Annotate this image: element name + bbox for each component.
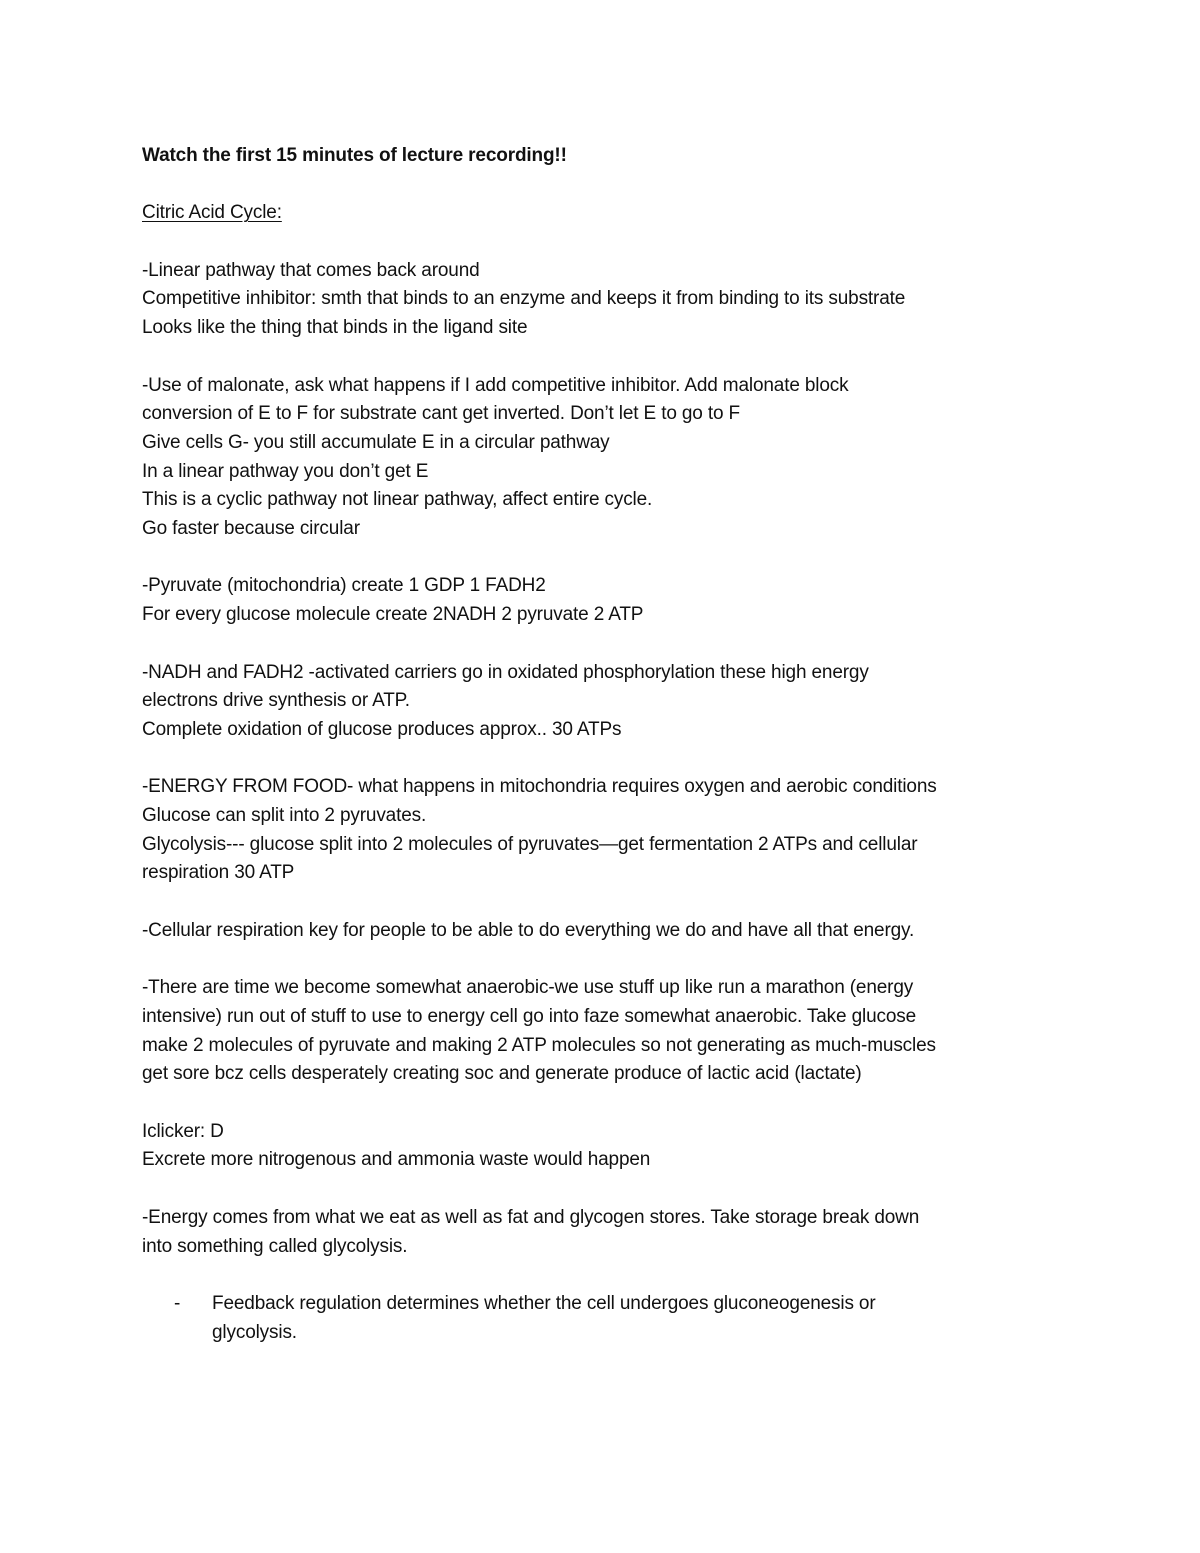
paragraph-line: Looks like the thing that binds in the ligand site xyxy=(142,317,528,339)
paragraph xyxy=(142,572,1072,629)
paragraph-line: respiration 30 ATP xyxy=(142,862,295,884)
spacer xyxy=(142,1261,1072,1290)
paragraph-line: Iclicker: D xyxy=(142,1120,224,1142)
paragraph-line: Glycolysis--- glucose split into 2 molecules of pyruvates—get fermentation 2 ATPs and cellular xyxy=(142,833,918,855)
paragraph-line: -Use of malonate, ask what happens if I add competitive inhibitor. Add malonate block xyxy=(142,374,849,396)
paragraph-line: For every glucose molecule create 2NADH 2 pyruvate 2 ATP xyxy=(142,604,644,626)
paragraph-line: Glucose can split into 2 pyruvates. xyxy=(142,805,427,827)
spacer xyxy=(142,630,1072,659)
paragraph-line: -Linear pathway that comes back around xyxy=(142,259,480,281)
bullet-marker: - xyxy=(174,1292,181,1314)
bullet-line: Feedback regulation determines whether the cell undergoes gluconeogenesis or xyxy=(212,1292,876,1314)
paragraph xyxy=(142,659,1072,745)
bullet-line: glycolysis. xyxy=(212,1321,297,1343)
spacer xyxy=(142,1175,1072,1204)
paragraph-line: -NADH and FADH2 -activated carriers go in oxidated phosphorylation these high energy xyxy=(142,661,869,683)
paragraph-line: Competitive inhibitor: smth that binds to an enzyme and keeps it from binding to its substrate xyxy=(142,288,906,310)
paragraph xyxy=(142,917,1072,946)
paragraph xyxy=(142,1118,1072,1175)
spacer xyxy=(142,343,1072,372)
paragraph-line: This is a cyclic pathway not linear pathway, affect entire cycle. xyxy=(142,489,653,511)
paragraph-line: -There are time we become somewhat anaerobic-we use stuff up like run a marathon (energy xyxy=(142,977,914,999)
paragraph-line: into something called glycolysis. xyxy=(142,1235,408,1257)
paragraph-line: -ENERGY FROM FOOD- what happens in mitochondria requires oxygen and aerobic conditions xyxy=(142,776,937,798)
spacer xyxy=(142,544,1072,573)
paragraph-line: Go faster because circular xyxy=(142,518,360,540)
paragraph-line: Excrete more nitrogenous and ammonia waste would happen xyxy=(142,1149,651,1171)
paragraph xyxy=(142,1204,1072,1261)
spacer xyxy=(142,946,1072,975)
spacer xyxy=(142,1089,1072,1118)
document-heading: Watch the first 15 minutes of lecture recording!! xyxy=(142,145,567,166)
document-body xyxy=(142,142,1072,1347)
paragraph-line: intensive) run out of stuff to use to energy cell go into faze somewhat anaerobic. Take glucose xyxy=(142,1005,917,1027)
bullet-text xyxy=(212,1290,876,1347)
paragraph-line: Complete oxidation of glucose produces approx.. 30 ATPs xyxy=(142,718,622,740)
paragraph-line: conversion of E to F for substrate cant get inverted. Don’t let E to go to F xyxy=(142,403,740,425)
paragraph-line: -Pyruvate (mitochondria) create 1 GDP 1 FADH2 xyxy=(142,575,546,597)
paragraph-line: -Energy comes from what we eat as well as fat and glycogen stores. Take storage break down xyxy=(142,1206,920,1228)
paragraph xyxy=(142,974,1072,1089)
spacer xyxy=(142,888,1072,917)
section-title: Citric Acid Cycle: xyxy=(142,202,282,224)
paragraph-line: electrons drive synthesis or ATP. xyxy=(142,690,410,712)
paragraph-line: get sore bcz cells desperately creating soc and generate produce of lactic acid (lactate) xyxy=(142,1063,862,1085)
bullet-list-item xyxy=(142,1290,1072,1347)
spacer xyxy=(142,228,1072,257)
spacer xyxy=(142,171,1072,200)
spacer xyxy=(142,745,1072,774)
paragraph-line: -Cellular respiration key for people to be able to do everything we do and have all that energy. xyxy=(142,919,915,941)
paragraph-line: Give cells G- you still accumulate E in a circular pathway xyxy=(142,431,610,453)
paragraph-line: In a linear pathway you don’t get E xyxy=(142,460,429,482)
paragraph-line: make 2 molecules of pyruvate and making 2 ATP molecules so not generating as much-muscles xyxy=(142,1034,936,1056)
paragraph xyxy=(142,257,1072,343)
paragraph xyxy=(142,372,1072,544)
paragraph xyxy=(142,773,1072,888)
